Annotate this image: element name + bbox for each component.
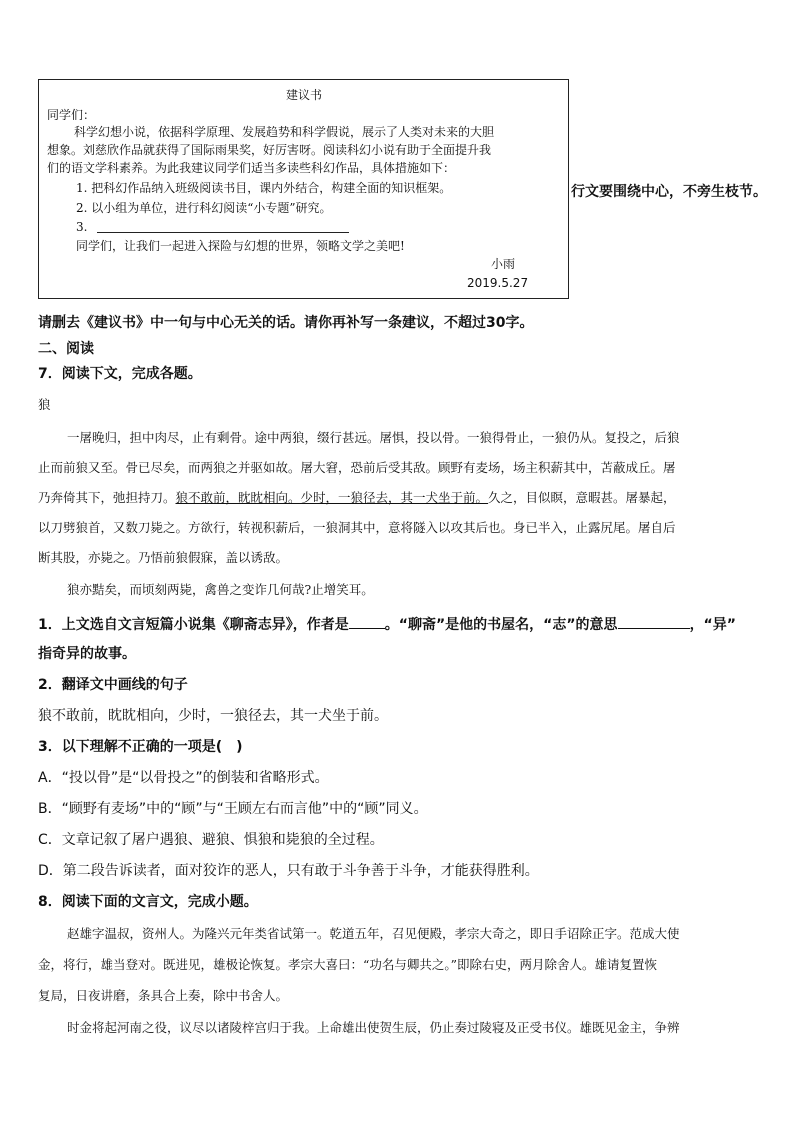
proposal-item3-label: 3. (76, 220, 88, 234)
passage-line-2: 止而前狼又至。骨已尽矣，而两狼之并驱如故。屠大窘，恐前后受其敌。顾野有麦场，场主积薪其中，苫蔽成丘。屠 (38, 460, 676, 475)
right-fragment: 行文要围绕中心，不旁生枝节。 (571, 184, 767, 200)
proposal-signature: 小雨 (491, 257, 516, 271)
passage-line-1: 一屠晚归，担中肉尽，止有剩骨。途中两狼，缀行甚远。屠惧，投以骨。一狼得骨止，一狼仍从。复投之，后狼 (67, 430, 680, 445)
q8-line-1: 赵雄字温叔，资州人。为隆兴元年类省试第一。乾道五年，召见便殿，孝宗大奇之，即日手诏除正字。范成大使 (67, 926, 680, 941)
passage-line-3-b: 久之，目似瞑，意暇甚。屠暴起， (488, 490, 676, 505)
subq-1-part-b: 。“聊斋”是他的书屋名，“志”的意思 (384, 617, 618, 633)
subq-1-part-c: ，“异” (689, 617, 736, 633)
proposal-para1-line1: 科学幻想小说，依据科学原理、发展趋势和科学假说，展示了人类对未来的大胆 (74, 125, 495, 139)
section-heading: 二、阅读 (38, 341, 94, 357)
instruction-text: 请删去《建议书》中一句与中心无关的话。请你再补写一条建议，不超过30字。 (38, 315, 534, 331)
passage-line-5: 断其股，亦毙之。乃悟前狼假寐，盖以诱敌。 (38, 550, 289, 565)
subq-1-part-a: 1．上文选自文言短篇小说集《聊斋志异》，作者是 (38, 617, 349, 633)
passage-line-3-a: 乃奔倚其下，弛担持刀。 (38, 490, 176, 505)
option-d[interactable]: D．第二段告诉读者，面对狡诈的恶人，只有敢于斗争善于斗争，才能获得胜利。 (38, 863, 539, 879)
passage-line-3 (38, 489, 676, 507)
q8-prompt: 8．阅读下面的文言文，完成小题。 (38, 894, 258, 910)
option-a[interactable]: A．“投以骨”是“以骨投之”的倒装和省略形式。 (38, 770, 329, 786)
subq-1 (38, 614, 736, 634)
poem-title: 狼 (38, 397, 51, 412)
proposal-item1: 1. 把科幻作品纳入班级阅读书目，课内外结合，构建全面的知识框架。 (76, 181, 452, 195)
option-b[interactable]: B．“顾野有麦场”中的“顾”与“王顾左右而言他”中的“顾”同义。 (38, 801, 428, 817)
subq-3: 3．以下理解不正确的一项是( ) (38, 739, 243, 755)
q8-line-4: 时金将起河南之役，议尽以诸陵梓宫归于我。上命雄出使贺生辰，仍止奏过陵寝及正受书仪。雄既见金主，争辨 (67, 1020, 680, 1035)
subq-2-sentence: 狼不敢前，眈眈相向，少时，一狼径去，其一犬坐于前。 (38, 708, 388, 724)
proposal-para1-line3: 们的语文学科素养。为此我建议同学们适当多读些科幻作品，具体措施如下： (47, 161, 456, 175)
underlined-sentence: 狼不敢前，眈眈相向。少时，一狼径去，其一犬坐于前。 (175, 490, 489, 505)
proposal-item3-blank (97, 232, 349, 233)
q7-prompt: 7．阅读下文，完成各题。 (38, 366, 202, 382)
proposal-box (38, 79, 569, 299)
proposal-para1-line2: 想象。刘慈欣作品就获得了国际雨果奖，好厉害呀。阅读科幻小说有助于全面提升我 (47, 143, 492, 157)
subq-2: 2．翻译文中画线的句子 (38, 677, 188, 693)
zhi-meaning-answer-blank[interactable] (618, 614, 690, 629)
q8-line-3: 复局，日夜讲磨，条具合上奏，除中书舍人。 (38, 988, 289, 1003)
q8-line-2: 金，将行，雄当登对。既进见，雄极论恢复。孝宗大喜曰：“功名与卿共之。”即除右史，两月除舍人。雄请复置恢 (38, 957, 658, 972)
proposal-title: 建议书 (286, 88, 323, 102)
proposal-greeting: 同学们： (47, 108, 96, 122)
proposal-date: 2019.5.27 (467, 276, 529, 290)
subq-1-cont: 指奇异的故事。 (38, 646, 136, 662)
passage-para-2: 狼亦黠矣，而顷刻两毙，禽兽之变诈几何哉?止增笑耳。 (67, 582, 374, 597)
proposal-item2: 2. 以小组为单位，进行科幻阅读“小专题”研究。 (76, 201, 332, 215)
author-answer-blank[interactable] (349, 614, 385, 629)
proposal-closing: 同学们，让我们一起进入探险与幻想的世界，领略文学之美吧! (76, 239, 405, 253)
passage-line-4: 以刀劈狼首，又数刀毙之。方欲行，转视积薪后，一狼洞其中，意将隧入以攻其后也。身已半入，止露尻尾。屠自后 (38, 520, 676, 535)
option-c[interactable]: C．文章记叙了屠户遇狼、避狼、惧狼和毙狼的全过程。 (38, 832, 384, 848)
